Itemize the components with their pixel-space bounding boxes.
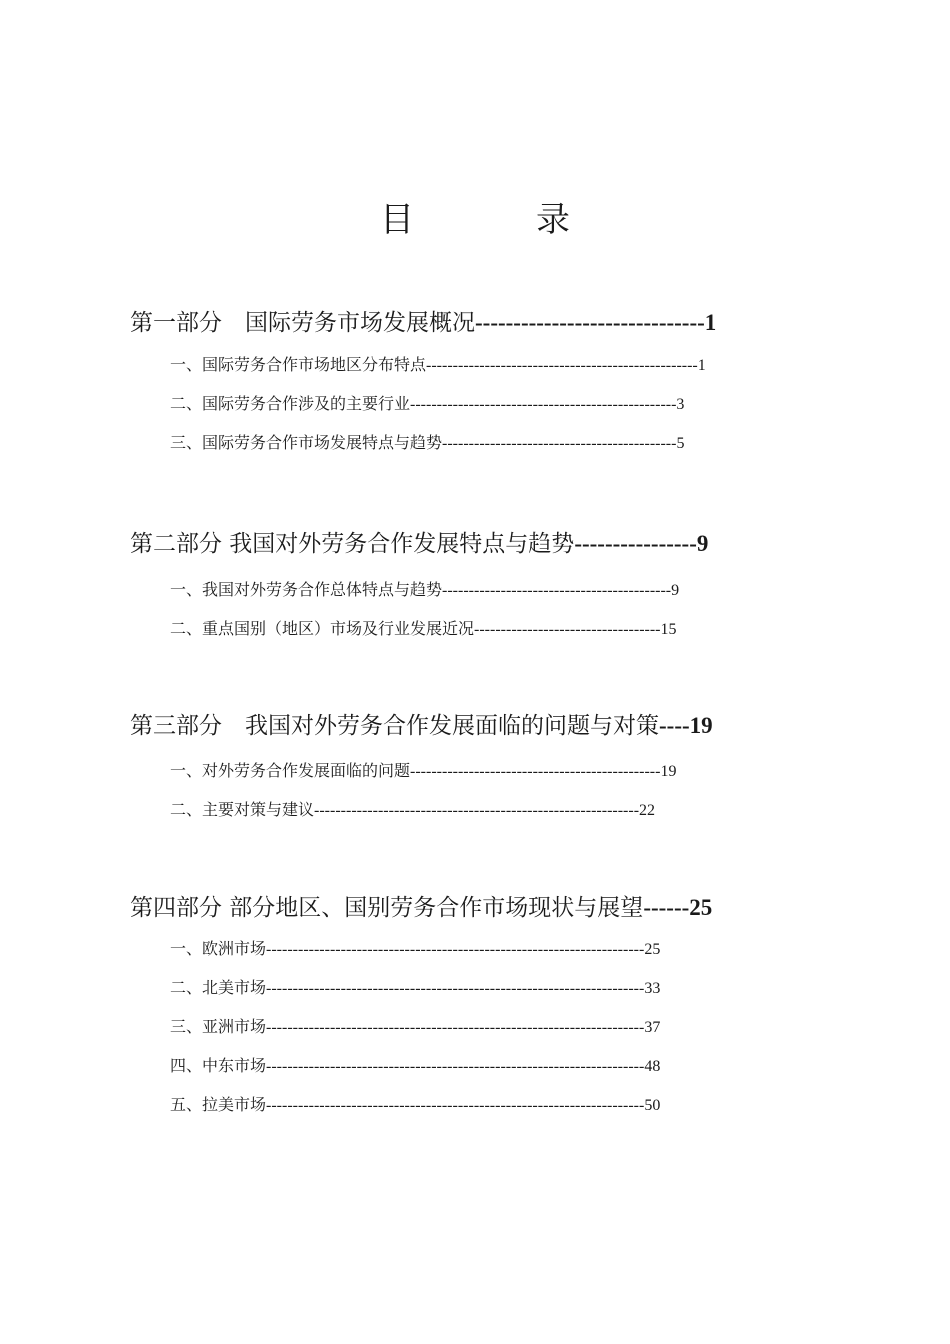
toc-page-number: 48 <box>644 1058 661 1075</box>
toc-leader: ------ <box>643 895 690 920</box>
toc-item-label: 二、主要对策与建议 <box>170 800 315 819</box>
toc-page-number: 19 <box>689 713 713 738</box>
page-title: 目 录 <box>380 200 614 240</box>
toc-leader: ----------------------------------------------------------------------- <box>266 941 645 958</box>
toc-leader: -------------------------------------------- <box>442 435 677 452</box>
toc-part-label: 第四部分 部分地区、国别劳务合作市场现状与展望 <box>130 895 644 921</box>
toc-leader: ----------------------------------------------------------------------- <box>266 1019 645 1036</box>
toc-page-number: 37 <box>644 1019 661 1036</box>
toc-page-number: 50 <box>644 1097 661 1114</box>
toc-item-label: 一、国际劳务合作市场地区分布特点 <box>170 355 427 374</box>
toc-item-label: 一、对外劳务合作发展面临的问题 <box>170 761 411 780</box>
toc-leader: ----------------------------------------------------------------------- <box>266 1097 645 1114</box>
toc-item[interactable] <box>170 1016 660 1039</box>
toc-item-label: 一、欧洲市场 <box>170 939 267 958</box>
toc-item-label: 三、亚洲市场 <box>170 1017 267 1036</box>
toc-part-label: 第一部分 国际劳务市场发展概况 <box>130 310 475 336</box>
toc-item[interactable] <box>170 938 660 961</box>
toc-item[interactable] <box>170 393 684 416</box>
toc-item[interactable] <box>170 1055 660 1078</box>
toc-part-1[interactable] <box>130 308 716 338</box>
toc-item[interactable] <box>170 579 679 602</box>
toc-page-number: 5 <box>676 435 685 452</box>
toc-leader: ------------------------------ <box>475 310 705 335</box>
toc-part-label: 第二部分 我国对外劳务合作发展特点与趋势 <box>130 531 575 557</box>
toc-leader: ---- <box>659 713 690 738</box>
toc-page-number: 3 <box>676 396 685 413</box>
toc-leader: ------------------------------------------- <box>442 582 672 599</box>
toc-part-label: 第三部分 我国对外劳务合作发展面临的问题与对策 <box>130 713 659 739</box>
toc-page-number: 33 <box>644 980 661 997</box>
toc-leader: ----------------------------------- <box>474 621 661 638</box>
toc-leader: ---------------- <box>574 531 697 556</box>
toc-page-number: 1 <box>704 310 717 335</box>
toc-item[interactable] <box>170 354 706 377</box>
toc-part-2[interactable] <box>130 529 708 559</box>
toc-item-label: 二、重点国别（地区）市场及行业发展近况 <box>170 619 475 638</box>
toc-leader: --------------------------------------------------- <box>426 357 698 374</box>
toc-page-number: 25 <box>689 895 713 920</box>
toc-item[interactable] <box>170 618 677 641</box>
toc-part-4[interactable] <box>130 893 712 923</box>
toc-item-label: 二、国际劳务合作涉及的主要行业 <box>170 394 411 413</box>
toc-leader: ----------------------------------------------------------------------- <box>266 1058 645 1075</box>
toc-page-number: 22 <box>639 802 656 819</box>
toc-item[interactable] <box>170 1094 660 1117</box>
toc-page-number: 19 <box>660 763 677 780</box>
toc-leader: -------------------------------------------------- <box>410 396 677 413</box>
toc-leader: ----------------------------------------------- <box>410 763 661 780</box>
toc-item-label: 二、北美市场 <box>170 978 267 997</box>
toc-item[interactable] <box>170 977 660 1000</box>
toc-page-number: 1 <box>697 357 706 374</box>
toc-item[interactable] <box>170 760 676 783</box>
toc-item-label: 五、拉美市场 <box>170 1095 267 1114</box>
toc-item-label: 四、中东市场 <box>170 1056 267 1075</box>
toc-page-number: 25 <box>644 941 661 958</box>
toc-page-number: 9 <box>696 531 709 556</box>
toc-page-number: 15 <box>660 621 677 638</box>
toc-part-3[interactable] <box>130 711 713 741</box>
toc-leader: ----------------------------------------------------------------------- <box>266 980 645 997</box>
toc-item[interactable] <box>170 799 655 822</box>
toc-item-label: 一、我国对外劳务合作总体特点与趋势 <box>170 580 443 599</box>
toc-leader: ------------------------------------------------------------- <box>314 802 640 819</box>
toc-item-label: 三、国际劳务合作市场发展特点与趋势 <box>170 433 443 452</box>
toc-page-number: 9 <box>671 582 680 599</box>
toc-item[interactable] <box>170 432 684 455</box>
